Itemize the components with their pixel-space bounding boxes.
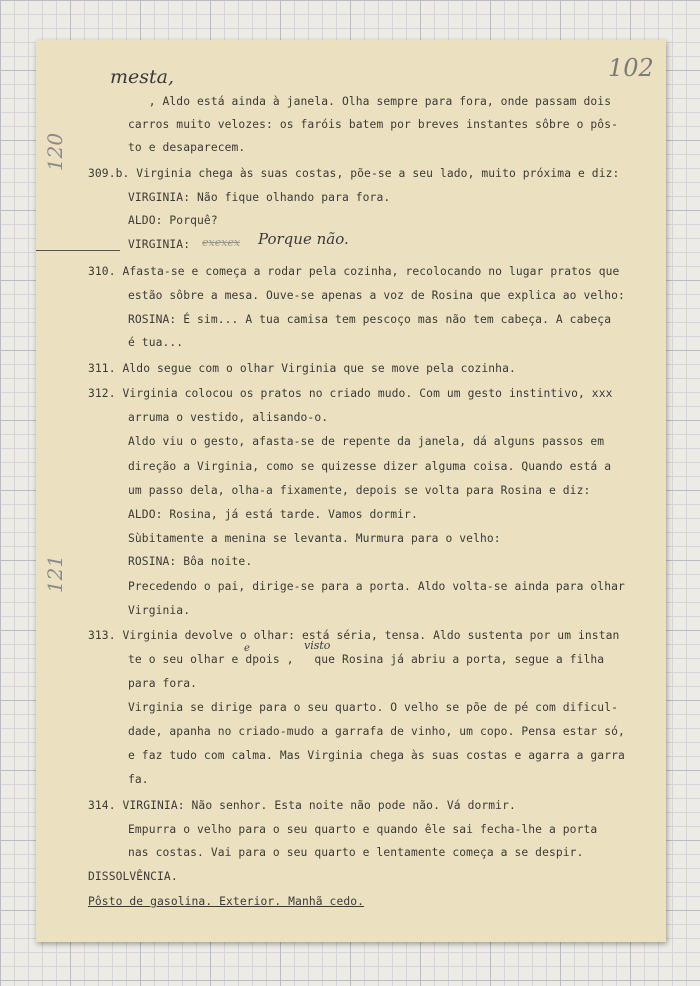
text-line: um passo dela, olha-a fixamente, depois se volta para Rosina e diz:	[128, 484, 591, 497]
page-number: 102	[608, 54, 654, 82]
struck-word: exexex	[202, 236, 241, 249]
text-line: é tua...	[128, 336, 184, 349]
text-line: 312. Virginia colocou os pratos no criado mudo. Com um gesto instintivo, xxx	[88, 387, 613, 400]
text-line: te o seu olhar e dpois , que Rosina já abriu a porta, segue a filha	[128, 653, 605, 666]
text-line: ALDO: Rosina, já está tarde. Vamos dormir.	[128, 508, 418, 521]
text-line-scene-heading: Pôsto de gasolina. Exterior. Manhã cedo.	[88, 895, 365, 908]
text-line: direção a Virginia, como se quizesse dizer alguma coisa. Quando está a	[128, 460, 612, 473]
text-line: to e desaparecem.	[128, 141, 246, 154]
handwritten-e-insert: e	[244, 643, 250, 654]
handwritten-visto: visto	[304, 639, 331, 652]
text-line: ALDO: Porquê?	[128, 214, 218, 227]
text-line: fa.	[128, 773, 149, 786]
text-line: 311. Aldo segue com o olhar Virginia que se move pela cozinha.	[88, 362, 516, 375]
margin-rule	[36, 250, 120, 251]
document-page	[36, 40, 666, 942]
margin-number-120: 120	[43, 132, 68, 172]
text-line: , Aldo está ainda à janela. Olha sempre para fora, onde passam dois	[128, 95, 612, 108]
text-line: Virginia se dirige para o seu quarto. O velho se põe de pé com dificul-	[128, 701, 618, 714]
handwritten-mesta: mesta,	[110, 66, 175, 88]
text-line: 313. Virginia devolve o olhar: está séria, tensa. Aldo sustenta por um instan	[88, 629, 620, 642]
text-line: VIRGINIA: Não fique olhando para fora.	[128, 191, 391, 204]
text-line: dade, apanha no criado-mudo a garrafa de vinho, um copo. Pensa estar só,	[128, 725, 625, 738]
text-line: Empurra o velho para o seu quarto e quando êle sai fecha-lhe a porta	[128, 823, 598, 836]
text-line: nas costas. Vai para o seu quarto e lentamente começa a se despir.	[128, 846, 584, 859]
text-line: e faz tudo com calma. Mas Virginia chega às suas costas e agarra a garra	[128, 749, 625, 762]
text-line: VIRGINIA:	[128, 238, 191, 251]
text-line: para fora.	[128, 677, 198, 690]
text-line: arruma o vestido, alisando-o.	[128, 411, 329, 424]
text-line: DISSOLVÊNCIA.	[88, 870, 178, 883]
text-line: Precedendo o pai, dirige-se para a porta. Aldo volta-se ainda para olhar	[128, 580, 625, 593]
text-line: carros muito velozes: os faróis batem por breves instantes sôbre o pôs-	[128, 118, 618, 131]
handwritten-porque-nao: Porque não.	[258, 230, 349, 248]
text-line: ROSINA: Bôa noite.	[128, 555, 253, 568]
text-line: Aldo viu o gesto, afasta-se de repente da janela, dá alguns passos em	[128, 435, 605, 448]
text-line: 309.b. Virginia chega às suas costas, põe-se a seu lado, muito próxima e diz:	[88, 167, 620, 180]
text-line: Sùbitamente a menina se levanta. Murmura para o velho:	[128, 532, 501, 545]
text-line: Virginia.	[128, 604, 191, 617]
text-line: estão sôbre a mesa. Ouve-se apenas a voz de Rosina que explica ao velho:	[128, 289, 625, 302]
text-line: ROSINA: É sim... A tua camisa tem pescoço mas não tem cabeça. A cabeça	[128, 313, 612, 326]
text-line: 310. Afasta-se e começa a rodar pela cozinha, recolocando no lugar pratos que	[88, 265, 620, 278]
text-line: 314. VIRGINIA: Não senhor. Esta noite não pode não. Vá dormir.	[88, 799, 516, 812]
margin-number-121: 121	[43, 554, 68, 594]
